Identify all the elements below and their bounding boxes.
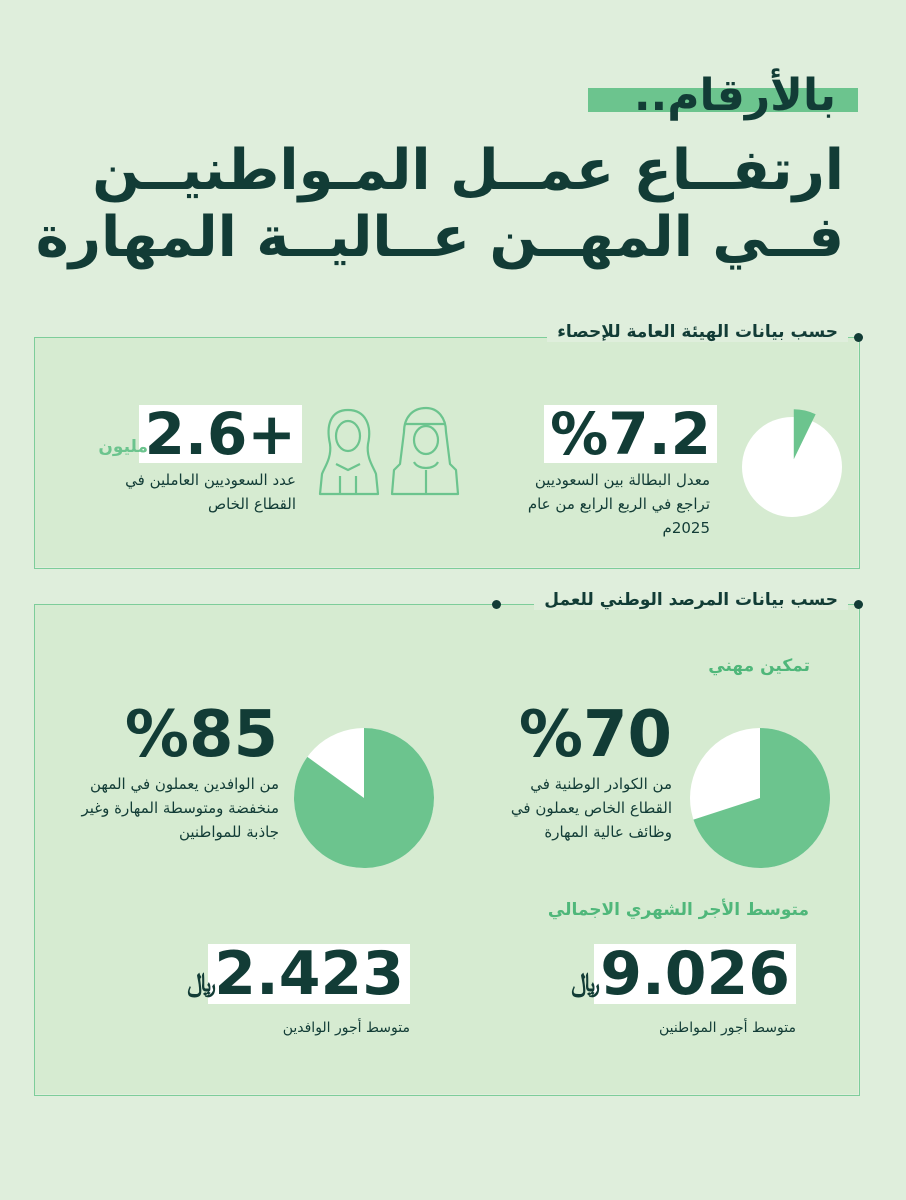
workers-unit: مليون xyxy=(98,437,148,457)
section1-dot xyxy=(854,333,863,342)
wage-title: متوسط الأجر الشهري الاجمالي xyxy=(547,900,809,920)
unemployment-description: معدل البطالة بين السعوديين تراجع في الربع الرابع من عام 2025م xyxy=(527,471,710,537)
people-icon xyxy=(318,404,460,496)
nationals-percent: %70 xyxy=(518,698,672,772)
citizens-wage-label: متوسط أجور المواطنين xyxy=(658,1020,796,1036)
nationals-description: من الكوادر الوطنية في القطاع الخاص يعملون في وظائف عالية المهارة xyxy=(510,775,672,841)
citizens-wage-value: 9.026 xyxy=(594,944,796,1004)
workers-description: عدد السعوديين العاملين في القطاع الخاص xyxy=(125,471,296,513)
unemployment-value: %7.2 xyxy=(544,405,717,463)
unemployment-pie xyxy=(741,396,843,518)
expats-description: من الوافدين يعملون في المهن منخفضة ومتوسطة المهارة وغير جاذبة للمواطنين xyxy=(81,775,279,841)
expats-pie xyxy=(292,726,436,870)
page-title-line-2: فــي المهــن عــاليــة المهارة xyxy=(35,205,844,270)
section1-heading: حسب بيانات الهيئة العامة للإحصاء xyxy=(547,322,848,342)
page-title-line-1: ارتفــاع عمــل المـواطنيــن xyxy=(92,138,844,203)
nationals-pie xyxy=(688,726,832,870)
section2-dot-inner xyxy=(492,600,501,609)
kicker-title: بالأرقام.. xyxy=(633,70,836,121)
unemployment-pie-base xyxy=(742,417,842,517)
section2-heading: حسب بيانات المرصد الوطني للعمل xyxy=(534,590,848,610)
expats-currency-icon: ﷼ xyxy=(187,968,216,998)
expats-wage-label: متوسط أجور الوافدين xyxy=(282,1020,410,1036)
empowerment-title: تمكين مهني xyxy=(708,656,810,676)
expats-percent: %85 xyxy=(124,698,278,772)
citizens-currency-icon: ﷼ xyxy=(571,968,600,998)
section2-dot xyxy=(854,600,863,609)
workers-value: +2.6 xyxy=(139,405,302,463)
expats-wage-value: 2.423 xyxy=(208,944,410,1004)
